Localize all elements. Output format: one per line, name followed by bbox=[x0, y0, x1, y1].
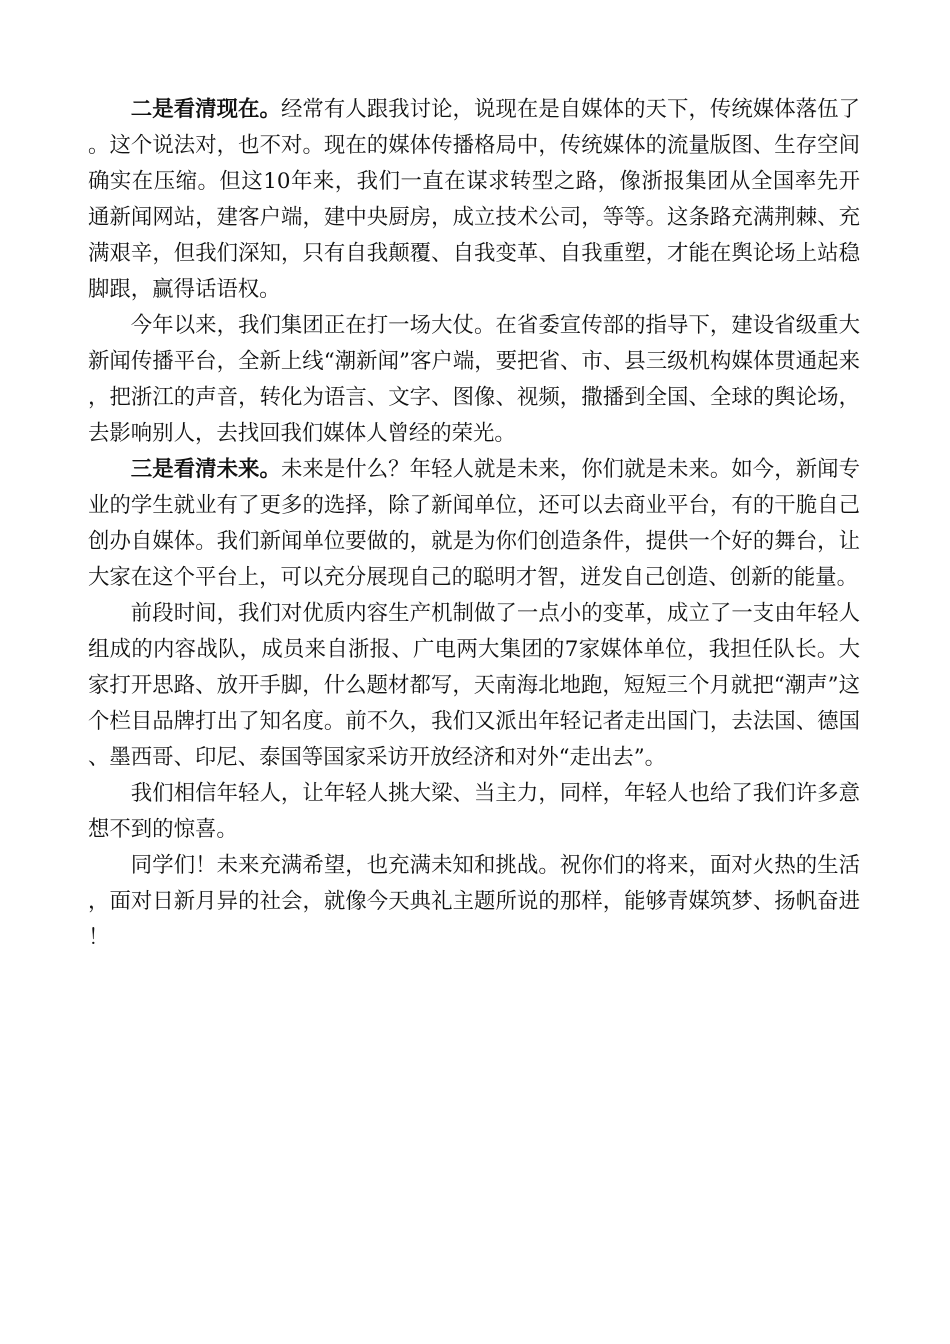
paragraph-content-team bbox=[88, 596, 860, 776]
paragraph-text: 同学们！未来充满希望，也充满未知和挑战。祝你们的将来，面对火热的生活，面对日新月异的社会，就像今天典礼主题所说的那样，能够青媒筑梦、扬帆奋进！ bbox=[88, 853, 860, 950]
paragraph-present bbox=[88, 92, 860, 308]
paragraph-future bbox=[88, 452, 860, 596]
paragraph-text: 我们相信年轻人，让年轻人挑大梁、当主力，同样，年轻人也给了我们许多意想不到的惊喜。 bbox=[88, 781, 860, 842]
paragraph-text: 前段时间，我们对优质内容生产机制做了一点小的变革，成立了一支由年轻人组成的内容战队，成员来自浙报、广电两大集团的7家媒体单位，我担任队长。大家打开思路、放开手脚，什么题材都写，天南海北地跑，短短三个月就把“潮声”这个栏目品牌打出了知名度。前不久，我们又派出年轻记者走出国门，去法国、德国、墨西哥、印尼、泰国等国家采访开放经济和对外“走出去”。 bbox=[88, 601, 860, 770]
paragraph-this-year bbox=[88, 308, 860, 452]
paragraph-text: 未来是什么？年轻人就是未来，你们就是未来。如今，新闻专业的学生就业有了更多的选择，除了新闻单位，还可以去商业平台，有的干脆自己创办自媒体。我们新闻单位要做的，就是为你们创造条件，提供一个好的舞台，让大家在这个平台上，可以充分展现自己的聪明才智，迸发自己创造、创新的能量。 bbox=[88, 457, 860, 590]
paragraph-trust-youth bbox=[88, 776, 860, 848]
paragraph-text: 经常有人跟我讨论，说现在是自媒体的天下，传统媒体落伍了。这个说法对，也不对。现在的媒体传播格局中，传统媒体的流量版图、生存空间确实在压缩。但这10年来，我们一直在谋求转型之路，像浙报集团从全国率先开通新闻网站，建客户端，建中央厨房，成立技术公司，等等。这条路充满荆棘、充满艰辛，但我们深知，只有自我颠覆、自我变革、自我重塑，才能在舆论场上站稳脚跟，赢得话语权。 bbox=[88, 97, 860, 302]
document-body bbox=[88, 92, 860, 956]
paragraph-lead-heading: 二是看清现在。 bbox=[130, 97, 281, 122]
paragraph-lead-heading: 三是看清未来。 bbox=[130, 457, 281, 482]
paragraph-closing bbox=[88, 848, 860, 956]
paragraph-text: 今年以来，我们集团正在打一场大仗。在省委宣传部的指导下，建设省级重大新闻传播平台，全新上线“潮新闻”客户端，要把省、市、县三级机构媒体贯通起来，把浙江的声音，转化为语言、文字、图像、视频，撒播到全国、全球的舆论场，去影响别人，去找回我们媒体人曾经的荣光。 bbox=[88, 313, 860, 446]
